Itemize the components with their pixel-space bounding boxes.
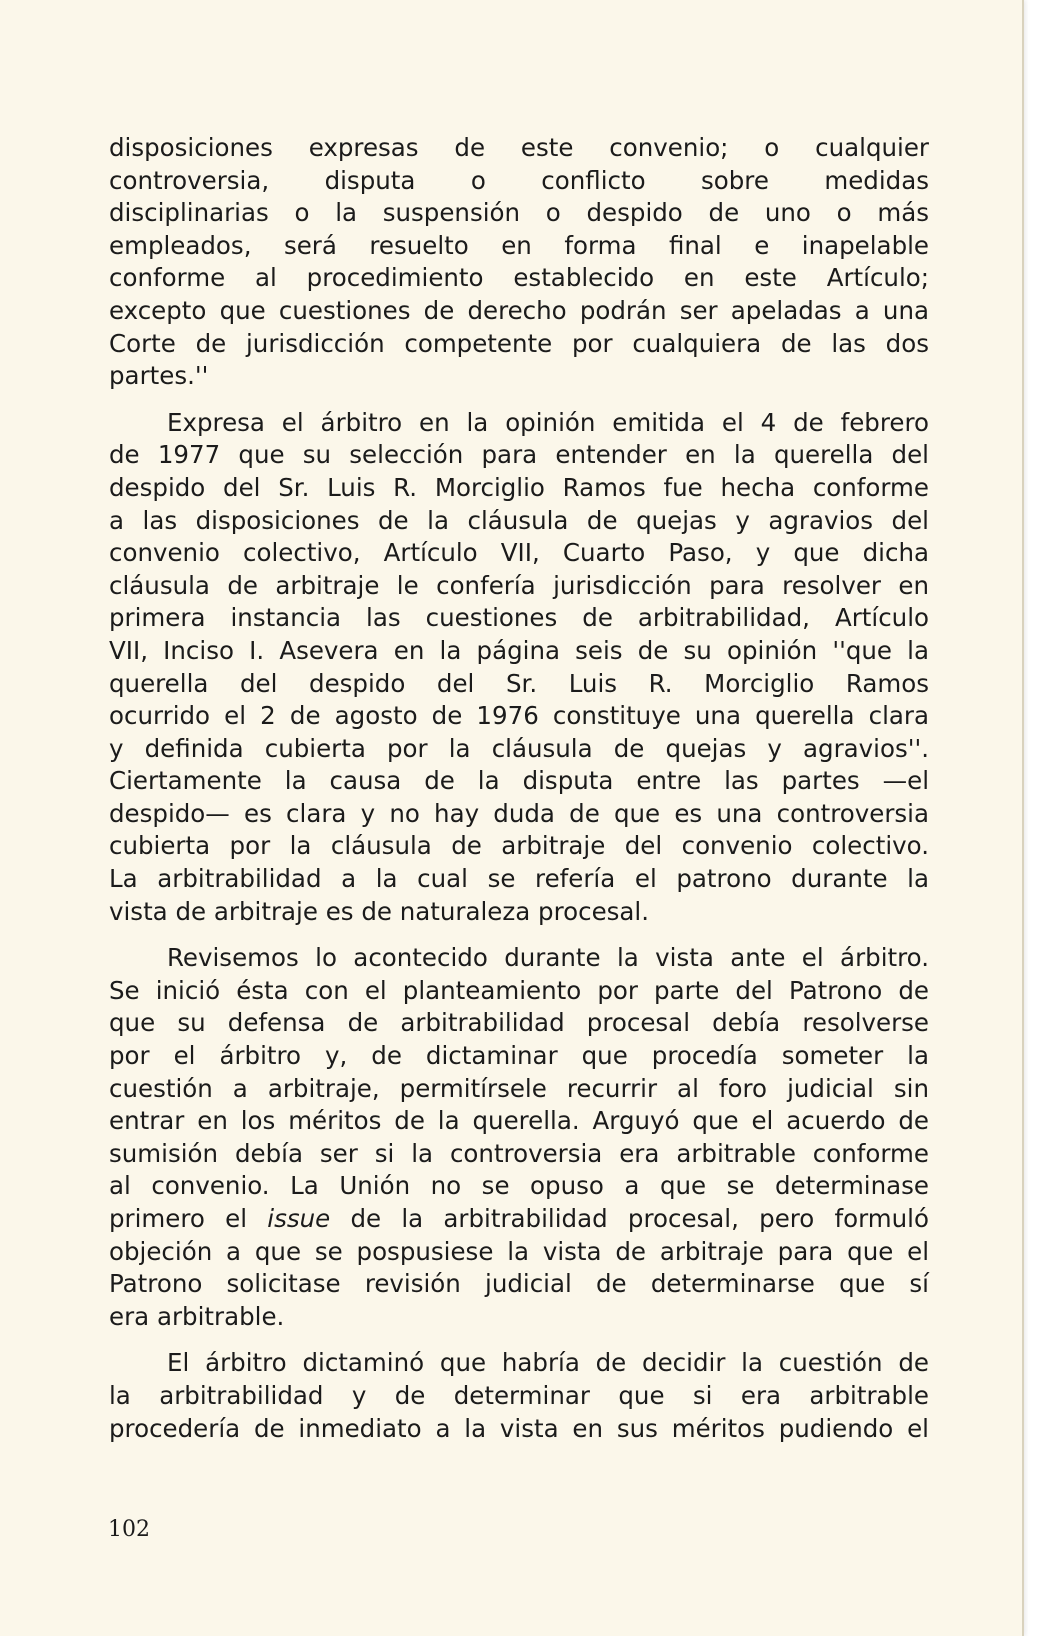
- text-line: y definida cubierta por la cláusula de quejas y agravios''.: [109, 733, 929, 763]
- text-line: por el árbitro y, de dictaminar que procedía someter la: [109, 1041, 929, 1071]
- text-line: disposiciones expresas de este convenio; o cualquier: [109, 133, 929, 162]
- text-line: era arbitrable.: [109, 1301, 285, 1331]
- text-line: despido— es clara y no hay duda de que es una controversia: [109, 798, 929, 828]
- text-line: convenio colectivo, Artículo VII, Cuarto Paso, y que dicha: [109, 538, 929, 568]
- text-line: de 1977 que su selección para entender en la querella del: [109, 440, 929, 470]
- text-line: procedería de inmediato a la vista en sus méritos pudiendo el: [109, 1413, 929, 1443]
- text-line: la arbitrabilidad y de determinar que si era arbitrable: [109, 1380, 929, 1410]
- text-line: al convenio. La Unión no se opuso a que se determinase: [109, 1171, 929, 1201]
- text-line: querella del despido del Sr. Luis R. Morciglio Ramos: [109, 668, 929, 698]
- text-line: cláusula de arbitraje le confería jurisdicción para resolver en: [109, 570, 929, 600]
- text-line: partes.'': [109, 361, 209, 391]
- text-line: disciplinarias o la suspensión o despido de uno o más: [109, 198, 929, 228]
- text-line: sumisión debía ser si la controversia era arbitrable conforme: [109, 1138, 929, 1168]
- text-line: primera instancia las cuestiones de arbitrabilidad, Artículo: [109, 603, 929, 633]
- text-line: controversia, disputa o conflicto sobre medidas: [109, 165, 929, 195]
- text-line: Revisemos lo acontecido durante la vista ante el árbitro.: [167, 943, 929, 973]
- text-line: cubierta por la cláusula de arbitraje del convenio colectivo.: [109, 831, 929, 861]
- text-line: Expresa el árbitro en la opinión emitida el 4 de febrero: [167, 407, 929, 437]
- paragraph-3: [109, 942, 929, 1333]
- text-line: La arbitrabilidad a la cual se refería el patrono durante la: [109, 864, 929, 894]
- text-line: a las disposiciones de la cláusula de quejas y agravios del: [109, 505, 929, 535]
- text-line: Ciertamente la causa de la disputa entre las partes —el: [109, 766, 929, 796]
- text-line: El árbitro dictaminó que habría de decidir la cuestión de: [167, 1348, 929, 1378]
- text-line: excepto que cuestiones de derecho podrán ser apeladas a una: [109, 295, 929, 325]
- text-line: VII, Inciso I. Asevera en la página seis de su opinión ''que la: [109, 635, 929, 665]
- text-line: cuestión a arbitraje, permitírsele recurrir al foro judicial sin: [109, 1073, 929, 1103]
- text-line: entrar en los méritos de la querella. Arguyó que el acuerdo de: [109, 1106, 929, 1136]
- text-line: objeción a que se pospusiese la vista de arbitraje para que el: [109, 1236, 929, 1266]
- text-line: ocurrido el 2 de agosto de 1976 constituye una querella clara: [109, 701, 929, 731]
- text-line: Patrono solicitase revisión judicial de determinarse que sí: [109, 1269, 929, 1299]
- text-line: despido del Sr. Luis R. Morciglio Ramos fue hecha conforme: [109, 472, 929, 502]
- paragraph-2: [109, 407, 929, 929]
- page-number: 102: [108, 1517, 150, 1542]
- paragraph-4: [109, 1347, 929, 1445]
- body-text: [109, 132, 929, 1445]
- text-line: Corte de jurisdicción competente por cualquiera de las dos: [109, 328, 929, 358]
- text-line: vista de arbitraje es de naturaleza procesal.: [109, 896, 650, 926]
- text-line: conforme al procedimiento establecido en este Artículo;: [109, 263, 929, 293]
- text-line: primero el issue de la arbitrabilidad procesal, pero formuló: [109, 1204, 929, 1233]
- paragraph-1: [109, 132, 929, 393]
- text-line: Se inició ésta con el planteamiento por parte del Patrono de: [109, 975, 929, 1005]
- text-line: empleados, será resuelto en forma final e inapelable: [109, 230, 929, 260]
- text-line: que su defensa de arbitrabilidad procesal debía resolverse: [109, 1008, 929, 1038]
- italic-term: issue: [267, 1204, 331, 1233]
